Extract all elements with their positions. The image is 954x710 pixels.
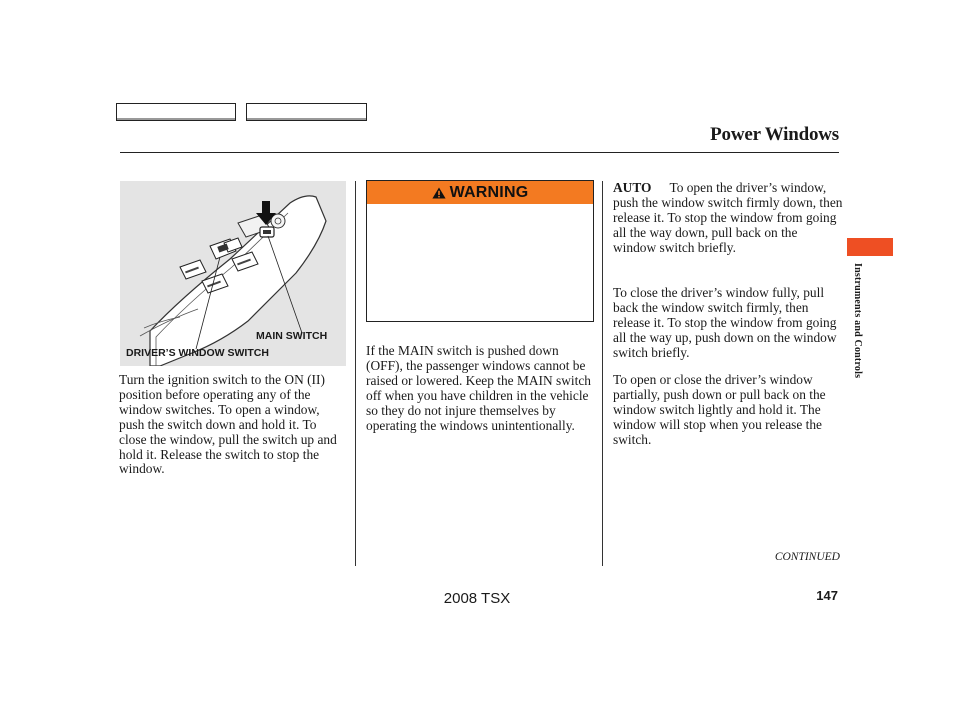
page-number: 147 (816, 588, 838, 603)
main-switch (260, 227, 274, 237)
main-switch-callout: MAIN SWITCH (256, 330, 328, 342)
column-divider (602, 181, 603, 566)
window-switch-illustration (120, 181, 346, 366)
column-divider (355, 181, 356, 566)
auto-paragraph (613, 181, 843, 256)
close-window-paragraph: To close the driver’s window fully, pull back the window switch firmly, then release it. To stop the window from going all the way up, push down on the window switch briefly. (613, 285, 837, 360)
title-divider (120, 152, 839, 153)
column1-paragraph: Turn the ignition switch to the ON (II) position before operating any of the window switches. To open a window, push the switch down and hold it. To close the window, pull the switch up and hold it. Release the switch to stop the window. (119, 372, 337, 477)
warning-label: WARNING (449, 183, 529, 201)
auto-paragraph-text: To open the driver’s window, push the window switch firmly down, then release it. To stop the window from going all the way down, pull back on the window switch briefly. (613, 180, 843, 255)
footer-model: 2008 TSX (443, 590, 511, 607)
nav-previous-button[interactable] (116, 103, 236, 121)
partial-window-paragraph: To open or close the driver’s window partially, push down or pull back on the window switch lightly and hold it. The window will stop when you release the switch. (613, 372, 826, 447)
warning-box (366, 180, 594, 322)
warning-header (367, 181, 593, 204)
nav-next-button[interactable] (246, 103, 367, 121)
warning-triangle-icon (432, 187, 446, 199)
driver-window-switch-callout: DRIVER’S WINDOW SWITCH (126, 347, 269, 359)
section-tab-marker (847, 238, 893, 256)
page-title: Power Windows (710, 124, 839, 145)
auto-label: AUTO (613, 180, 652, 195)
column2-paragraph: If the MAIN switch is pushed down (OFF), the passenger windows cannot be raised or lowered. Keep the MAIN switch off when you have children in the vehicle so they do not injure themselves by operating the windows unintentionally. (366, 343, 591, 433)
continued-label: CONTINUED (774, 551, 840, 563)
section-side-label: Instruments and Controls (852, 263, 863, 379)
